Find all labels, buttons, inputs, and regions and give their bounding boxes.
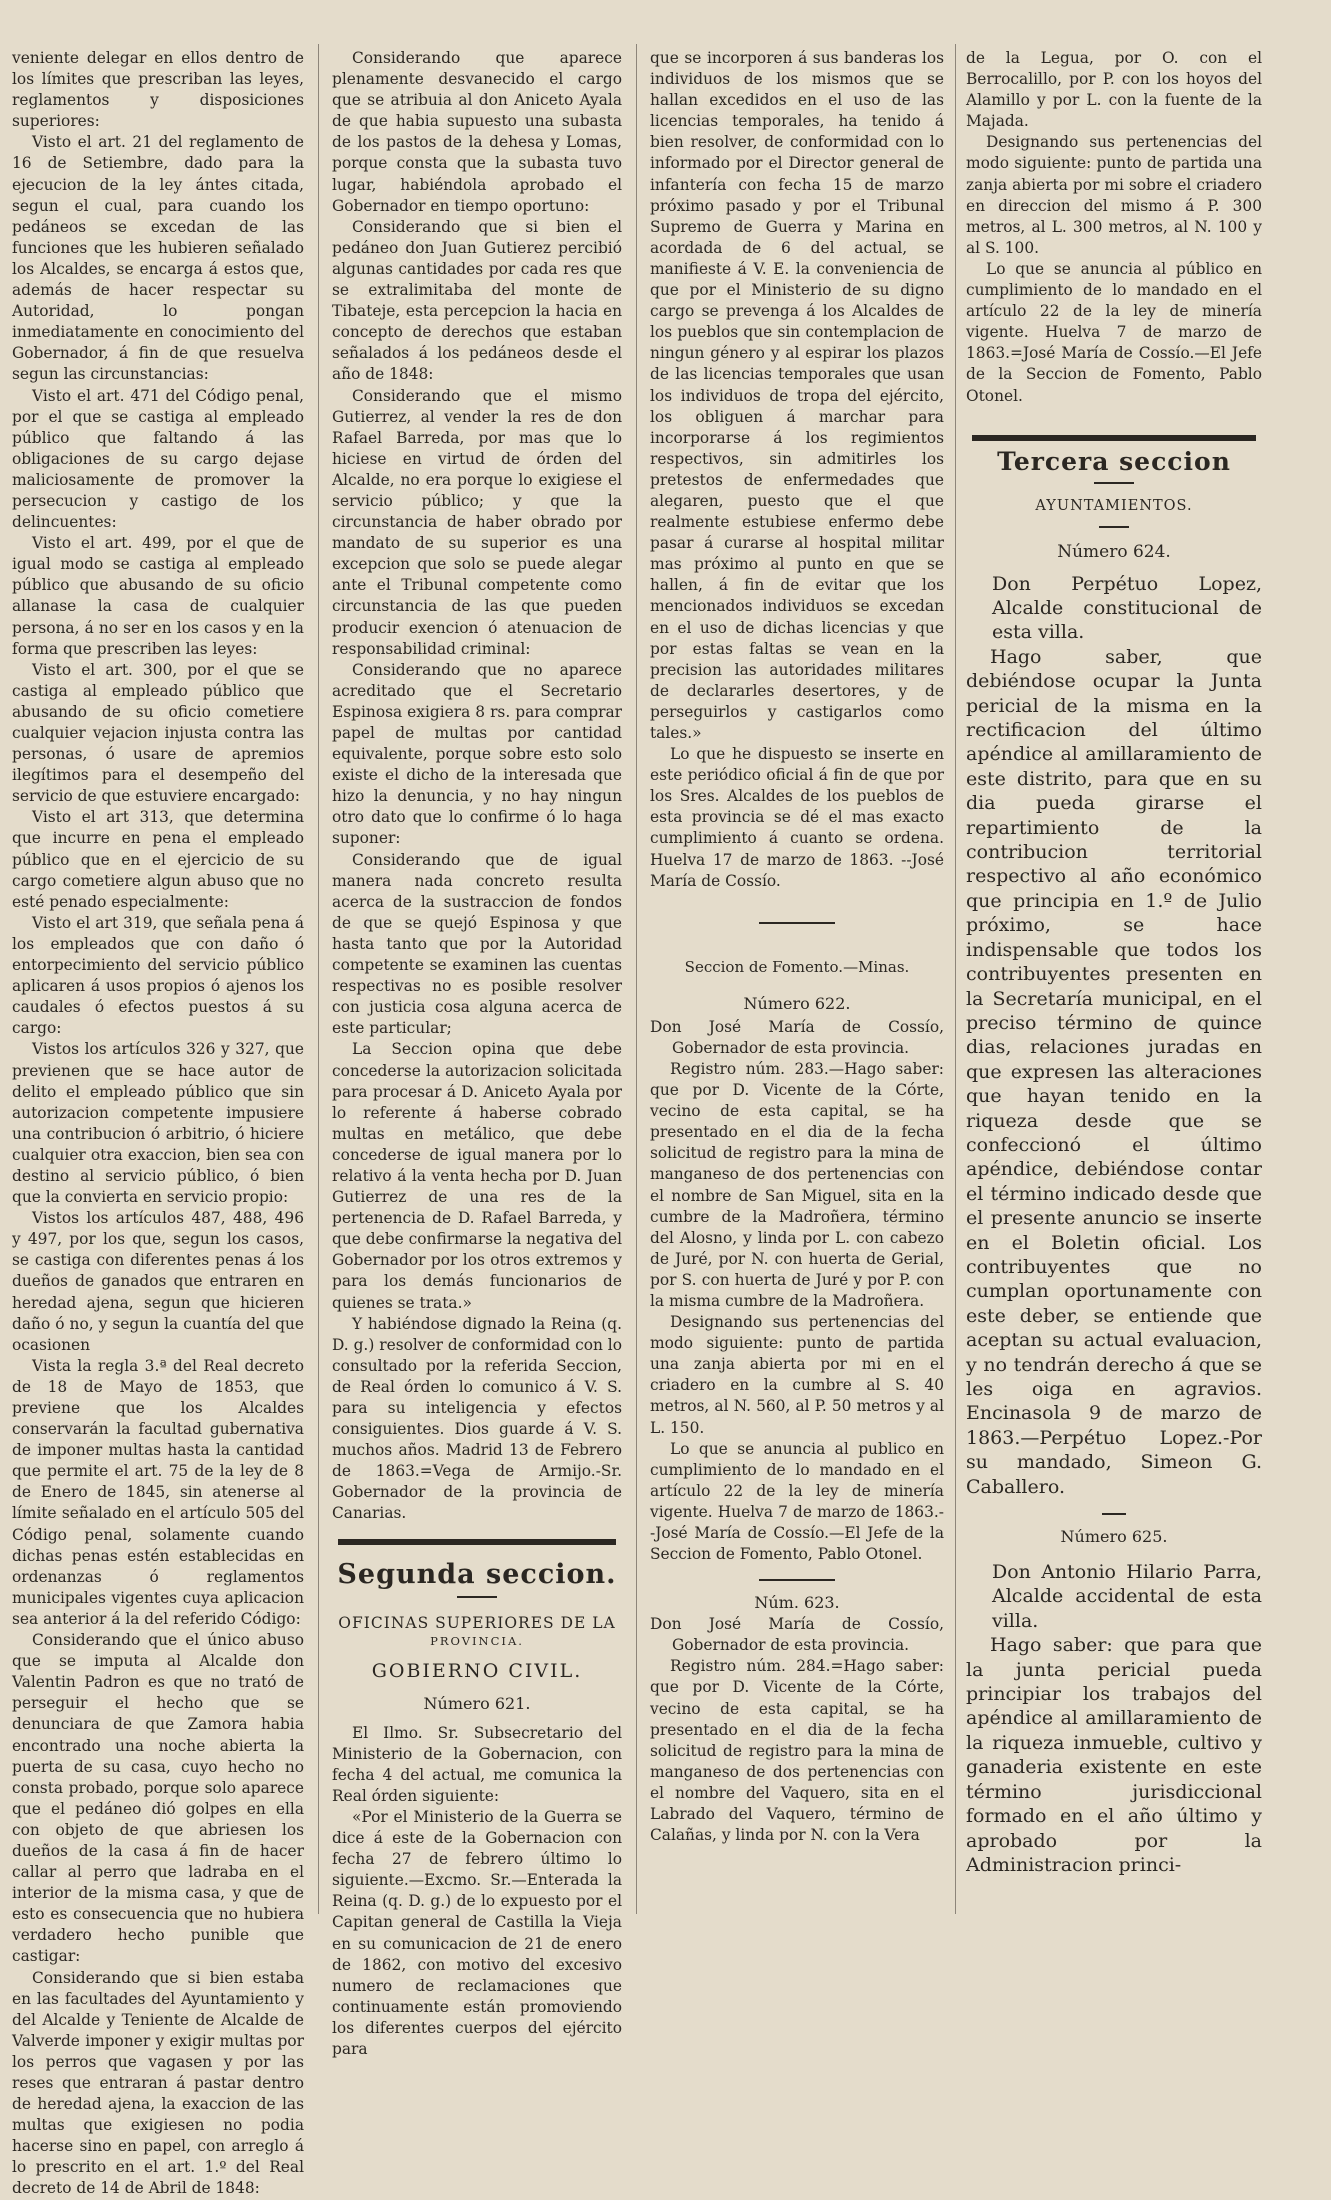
paragraph: Don José María de Cossío, Gobernador de esta provincia. xyxy=(650,1615,944,1655)
paragraph: Vistos los artículos 487, 488, 496 y 497, por los que, segun los casos, se castiga con diferentes penas á los dueños de ganados que entraren en heredad ajena, segun que hicieren daño ó no, y segun la cuantía del que ocasionen xyxy=(12,1209,304,1354)
paragraph: Registro núm. 284.=Hago saber: que por D. Vicente de la Córte, vecino de esta capital, se ha presentado en el dia de la fecha solicitud de registro para la mina de manganeso de dos pertenencias con el nombre del Vaquero, sita en el Labrado del Vaquero, término de Calañas, y linda por N. con la Vera xyxy=(650,1657,944,1845)
subheading: AYUNTAMIENTOS. xyxy=(1035,497,1193,514)
notice-624 xyxy=(966,572,1262,1499)
paragraph: Lo que se anuncia al público en cumplimiento de lo mandado en el artículo 22 de la ley de minería vigente. Huelva 7 de marzo de 1863.=José María de Cossío.—El Jefe de la Seccion de Fomento, Pablo Otonel. xyxy=(966,259,1262,405)
divider xyxy=(1094,482,1134,484)
section-heading: Segunda seccion. xyxy=(337,1558,617,1590)
paragraph: Vista la regla 3.ª del Real decreto de 18 de Mayo de 1853, que previene que los Alcaldes conservarán la facultad gubernativa de imponer multas hasta la cantidad que permite el art. 75 de la ley de 8 de Enero de 1845, sin atenerse al límite señalado en el artículo 505 del Código penal, solamente cuando dichas penas estén establecidas en ordenanzas ó reglamentos municipales vigentes cuya aplicacion sea anterior á la del referido Código: xyxy=(12,1356,304,1628)
column-divider xyxy=(636,44,637,1914)
notice-number: Núm. 623. xyxy=(754,1593,840,1613)
notice-number: Número 624. xyxy=(1057,541,1171,562)
notice-625 xyxy=(966,1560,1262,1877)
column-divider xyxy=(955,44,956,1914)
divider xyxy=(1102,1513,1126,1515)
paragraph: Hago saber, que debiéndose ocupar la Junta pericial de la misma en la rectificacion del último apéndice al amillaramiento de este distrito, para que en su dia pueda girarse el repartimiento de la contribucion territorial respectivo al año económico que principia en 1.º de Julio próximo, se hace indispensable que todos los contribuyentes presenten en la Secretaría municipal, en el preciso término de quince dias, relaciones juradas en que expresen las alteraciones que hayan tenido en la riqueza desde que se confeccionó el último apéndice, debiéndose contar el término indicado desde que el presente anuncio se inserte en el Boletin oficial. Los contribuyentes que no cumplan oportunamente con este deber, se entiende que aceptan su actual evaluacion, y no tendrán derecho á que se les oiga en agravios. Encinasola 9 de marzo de 1863.—Perpétuo Lopez.-Por su mandado, Simeon G. Caballero. xyxy=(966,645,1262,1498)
notice-number: Número 622. xyxy=(743,993,851,1013)
column-2 xyxy=(332,48,622,2058)
paragraph: Considerando que aparece plenamente desvanecido el cargo que se atribuia al don Aniceto Ayala de que habia supuesto una subasta de los pastos de la dehesa y Lomas, porque consta que la subasta tuvo lugar, habiéndola aprobado el Gobernador en tiempo oportuno: xyxy=(332,49,622,215)
paragraph: Considerando que el único abuso que se imputa al Alcalde don Valentin Padron es que no trató de perseguir el hecho que se denunciara de que Zamora habia encontrado una noche abierta la puerta de su casa, cuyo hecho no consta probado, porque solo aparece que el pedáneo dió golpes en ella con objeto de que abriesen los dueños de la casa á fin de hacer callar al perro que ladraba en el interior de la misma casa, y que de esto es consecuencia que no hubiera verdadero hecho punible que castigar: xyxy=(12,1631,304,1966)
subheading: OFICINAS SUPERIORES DE LA xyxy=(338,1613,616,1632)
paragraph: de la Legua, por O. con el Berrocalillo, por P. con los hoyos del Alamillo y por L. con la fuente de la Majada. xyxy=(966,49,1262,131)
paragraph: que se incorporen á sus banderas los individuos de los mismos que se hallan excedidos en el uso de las licencias temporales, ha tenido á bien resolver, de conformidad con lo informado por el Director general de infantería con fecha 15 de marzo próximo pasado y por el Tribunal Supremo de Guerra y Marina en acordada de 6 del actual, se manifieste á V. E. la conveniencia de que por el Ministerio de su digno cargo se prevenga á los Alcaldes de los pueblos que sin contemplacion de ningun género y al espirar los plazos de las licencias temporales que usan los individuos de tropa del ejército, los obliguen á marchar para incorporarse á los regimientos respectivos, sin admitirles los pretestos de enfermedades que alegaren, puesto que el que realmente estubiese enfermo debe pasar á curarse al hospital militar mas próximo al punto en que se hallen, á fin de evitar que los mencionados individuos se excedan en el uso de dichas licencias y que por estas faltas se vean en la precision las autoridades militares de declararles desertores, y de perseguirlos y castigarlos como tales.» xyxy=(650,49,944,742)
paragraph: Don José María de Cossío, Gobernador de esta provincia. xyxy=(650,1017,944,1057)
column-divider xyxy=(318,44,319,1914)
paragraph: Considerando que si bien estaba en las facultades del Ayuntamiento y del Alcalde y Teniente de Alcalde de Valverde imponer y exigir multas por los perros que vagasen y por las reses que entraran á pastar dentro de heredad ajena, la exaccion de las multas que exigiesen no podia hacerse sino en papel, con arreglo á lo prescrito en el art. 1.º del Real decreto de 14 de Abril de 1848: xyxy=(12,1968,304,2198)
divider xyxy=(1099,526,1129,528)
paragraph: Considerando que de igual manera nada concreto resulta acerca de la sustraccion de fondos de que se quejó Espinosa y que hasta tanto que por la Autoridad competente se examinen las cuentas respectivas no es posible resolver con justicia cosa alguna acerca de este particular; xyxy=(332,850,622,1038)
subheading: PROVINCIA. xyxy=(430,1633,524,1648)
paragraph: «Por el Ministerio de la Guerra se dice á este de la Gobernacion con fecha 27 de febrero último lo siguiente.—Excmo. Sr.—Enterada la Reina (q. D. g.) de lo expuesto por el Capitan general de Castilla la Vieja en su comunicacion de 21 de enero de 1862, con motivo del excesivo numero de reclamaciones que continuamente están promoviendo los diferentes cuerpos del ejército para xyxy=(332,1807,622,2058)
paragraph: Registro núm. 283.—Hago saber: que por D. Vicente de la Córte, vecino de esta capital, se ha presentado en el dia de la fecha solicitud de registro para la mina de manganeso de dos pertenencias con el nombre de San Miguel, sita en la cumbre de la Madroñera, término del Alosno, y linda por L. con cabezo de Juré, por N. con huerta de Gerial, por S. con huerta de Juré y por P. con la misma cumbre de la Madroñera. xyxy=(650,1059,944,1310)
paragraph: Designando sus pertenencias del modo siguiente: punto de partida una zanja abierta por mi sobre el criadero en direccion del mismo á P. 300 metros, al L. 300 metros, al N. 100 y al S. 100. xyxy=(966,133,1262,257)
subheading: GOBIERNO CIVIL. xyxy=(371,1659,583,1682)
paragraph: Visto el art. 300, por el que se castiga al empleado público que abusando de su oficio cometiere cualquier vejacion injusta contra las personas, ó usare de apremios ilegítimos para el desempeño del servicio de que estuviere encargado: xyxy=(12,660,304,806)
paragraph: Vistos los artículos 326 y 327, que previenen que se hace autor de delito el empleado público que sin autorizacion competente impusiere una contribucion ó arbitrio, ó hiciere cualquier otra exaccion, bien sea con destino al servicio público, ó bien que la convierta en servicio propio: xyxy=(12,1040,304,1207)
paragraph: Hago saber: que para que la junta pericial pueda principiar los trabajos del apéndice al amillaramiento de la riqueza inmueble, cultivo y ganaderia existente en este término jurisdiccional formado en el año último y aprobado por la Administracion princi- xyxy=(966,1634,1262,1876)
paragraph: Designando sus pertenencias del modo siguiente: punto de partida una zanja abierta por mi en el criadero en la cumbre al S. 40 metros, al N. 560, al P. 50 metros y al L. 150. xyxy=(650,1313,944,1437)
paragraph: Considerando que si bien el pedáneo don Juan Gutierez percibió algunas cantidades por cada res que se extralimitaba del monte de Tibateje, esta percepcion la hacia en concepto de derechos que estaban señalados á los pedáneos desde el año de 1848: xyxy=(332,217,622,384)
paragraph: El Ilmo. Sr. Subsecretario del Ministerio de la Gobernacion, con fecha 4 del actual, me comunica la Real órden siguiente: xyxy=(332,1723,622,1805)
paragraph: Considerando que no aparece acreditado que el Secretario Espinosa exigiera 8 rs. para comprar papel de multas por cantidad equivalente, porque sobre esto solo existe el dicho de la interesada que hizo la denuncia, y no hay ningun otro dato que lo confirme ó lo haga suponer: xyxy=(332,660,622,848)
paragraph: Visto el art. 471 del Código penal, por el que se castiga al empleado público que faltando á las obligaciones de su cargo dejase maliciosamente de promover la persecucion y castigo de los delincuentes: xyxy=(12,386,304,532)
paragraph: veniente delegar en ellos dentro de los límites que prescriban las leyes, reglamentos y disposiciones superiores: xyxy=(12,49,304,131)
divider xyxy=(457,1596,497,1598)
divider xyxy=(759,1579,835,1581)
paragraph: Don Perpétuo Lopez, Alcalde constitucional de esta villa. xyxy=(992,572,1262,644)
divider xyxy=(759,922,835,924)
paragraph: Visto el art 313, que determina que incurre en pena el empleado público que en el ejercicio de su cargo cometiere algun abuso que no esté penado especialmente: xyxy=(12,808,304,911)
column-4 xyxy=(966,48,1262,1914)
paragraph: Considerando que el mismo Gutierrez, al vender la res de don Rafael Barreda, por mas que lo hiciese en virtud de órden del Alcalde, no era porque lo exigiese el servicio público; y que la circunstancia de haber obrado por mandato de su superior es una excepcion que solo se puede alegar ante el Tribunal competente como circunstancia de las que pueden producir exencion ó atenuacion de responsabilidad criminal: xyxy=(332,386,622,658)
column-1 xyxy=(12,48,304,2198)
paragraph: Visto el art. 499, por el que de igual modo se castiga al empleado público que abusando de su oficio allanase la casa de cualquier persona, á no ser en los casos y en la forma que prescriben las leyes: xyxy=(12,534,304,658)
section-title: Seccion de Fomento.—Minas. xyxy=(684,957,910,976)
section-heading: Tercera seccion xyxy=(997,446,1231,476)
paragraph: La Seccion opina que debe concederse la autorizacion solicitada para procesar á D. Aniceto Ayala por lo referente á haberse cobrado multas en metálico, que debe concederse de igual manera por lo relativo á la venta hecha por D. Juan Gutierrez de una res de la pertenencia de D. Rafael Barreda, y que debe confirmarse la negativa del Gobernador por los otros extremos y para los demás funcionarios de quienes se trata.» xyxy=(332,1040,622,1312)
paragraph: Lo que he dispuesto se inserte en este periódico oficial á fin de que por los Sres. Alcaldes de los pueblos de esta provincia se dé el mas exacto cumplimiento á cuanto se ordena. Huelva 17 de marzo de 1863. --José María de Cossío. xyxy=(650,745,944,890)
paragraph: Lo que se anuncia al publico en cumplimiento de lo mandado en el artículo 22 de la ley de minería vigente. Huelva 7 de marzo de 1863.--José María de Cossío.—El Jefe de la Seccion de Fomento, Pablo Otonel. xyxy=(650,1439,944,1564)
notice-number: Número 621. xyxy=(423,1693,531,1713)
paragraph: Visto el art. 21 del reglamento de 16 de Setiembre, dado para la ejecucion de la ley ántes citada, segun el cual, para cuando los pedáneos se excedan de las funciones que les hubieren señalado los Alcaldes, se encarga á estos que, además de hacer respectar su Autoridad, lo pongan inmediatamente en conocimiento del Gobernador, á fin de que resuelva segun las circunstancias: xyxy=(12,133,304,384)
column-3 xyxy=(650,48,944,1914)
section-rule xyxy=(338,1539,616,1545)
notice-number: Número 625. xyxy=(1060,1527,1168,1547)
section-rule xyxy=(972,435,1256,441)
paragraph: Y habiéndose dignado la Reina (q. D. g.) resolver de conformidad con lo consultado por la referida Seccion, de Real órden lo comunico á V. S. para su inteligencia y efectos consiguientes. Dios guarde á V. S. muchos años. Madrid 13 de Febrero de 1863.=Vega de Armijo.-Sr. Gobernador de la provincia de Canarias. xyxy=(332,1314,622,1523)
paragraph: Don Antonio Hilario Parra, Alcalde accidental de esta villa. xyxy=(992,1561,1262,1632)
paragraph: Visto el art 319, que señala pena á los empleados que con daño ó entorpecimiento del servicio público aplicaren á usos propios ó ajenos los caudales ó efectos puestos á su cargo: xyxy=(12,913,304,1038)
